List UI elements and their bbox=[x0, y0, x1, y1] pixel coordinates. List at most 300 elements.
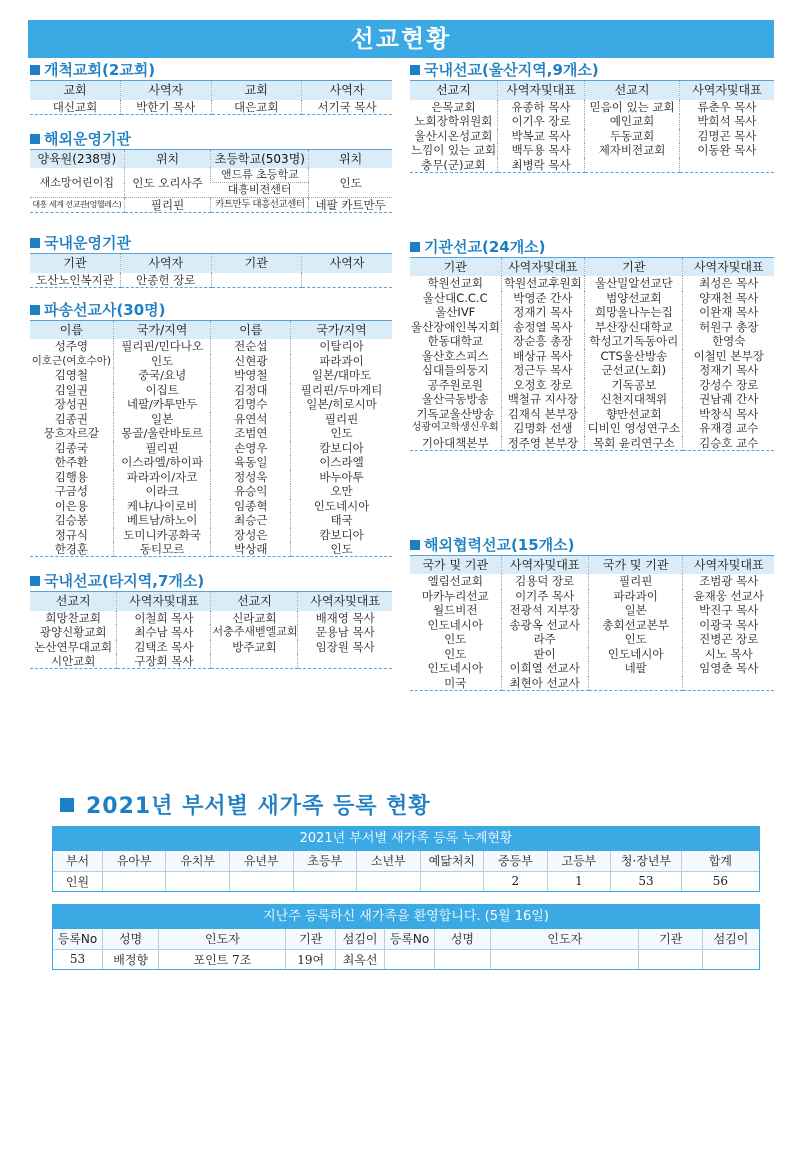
table-cell: 구장회 목사 bbox=[117, 654, 211, 669]
table-cell: 이탈리아 bbox=[291, 339, 392, 354]
table-row bbox=[410, 114, 774, 129]
table-cell: 케냐/나이로비 bbox=[113, 499, 211, 514]
cumulative-table bbox=[53, 851, 759, 891]
table-cell: 기독공보 bbox=[585, 378, 683, 393]
table-cell: 몽골/울란바토르 bbox=[113, 426, 211, 441]
table-cell: 한주환 bbox=[54, 455, 89, 470]
table-cell: 19여 bbox=[286, 949, 335, 969]
table-cell: 이동완 목사 bbox=[679, 143, 774, 158]
column-header: 국가 및 기관 bbox=[410, 555, 501, 574]
table-cell bbox=[385, 949, 434, 969]
column-header: 선교지 bbox=[211, 592, 298, 611]
column-header: 선교지 bbox=[585, 81, 680, 100]
table-cell: 장순흥 총장 bbox=[501, 334, 585, 349]
table-cell: 김택조 목사 bbox=[117, 640, 211, 655]
table-cell bbox=[302, 273, 393, 288]
table-cell: 김종국 bbox=[54, 440, 89, 455]
table-row bbox=[410, 661, 774, 676]
table-cell: 김종권 bbox=[54, 411, 89, 426]
table-cell: 도미니카공화국 bbox=[113, 528, 211, 543]
table-cell: 총회선교본부 bbox=[588, 618, 683, 633]
table-cell: 성광여고학생신우회 bbox=[411, 422, 499, 434]
table-row bbox=[410, 276, 774, 291]
table-row bbox=[410, 129, 774, 144]
column-header: 초등부 bbox=[293, 851, 357, 871]
oi-d1: 인도 bbox=[309, 168, 392, 198]
table-cell: 성주영 bbox=[54, 339, 89, 354]
table-cell bbox=[585, 158, 680, 173]
column-header: 사역자 bbox=[302, 254, 393, 273]
table-cell: 송광옥 선교사 bbox=[501, 618, 588, 633]
table-row bbox=[410, 589, 774, 604]
table-cell: 한경훈 bbox=[30, 542, 113, 557]
table-cell: 1 bbox=[547, 871, 611, 891]
square-bullet-icon bbox=[410, 540, 420, 550]
table-cell: 월드비전 bbox=[433, 603, 478, 618]
overseas-coop-table bbox=[410, 555, 774, 691]
column-header: 섬김이 bbox=[702, 929, 759, 949]
table-cell: 배정향 bbox=[102, 949, 158, 969]
table-cell: 박복교 목사 bbox=[497, 129, 584, 144]
table-cell: 필리핀/두마게티 bbox=[291, 383, 392, 398]
table-cell: 53 bbox=[69, 952, 86, 967]
column-header: 섬김이 bbox=[335, 929, 384, 949]
table-cell: 이스라엘/하이파 bbox=[113, 455, 211, 470]
oi-b2: 필리핀 bbox=[124, 198, 211, 213]
table-cell: 이기우 장로 bbox=[497, 114, 584, 129]
table-cell: 노회장학위원회 bbox=[414, 114, 493, 129]
column-header: 유아부 bbox=[102, 851, 166, 871]
table-cell bbox=[166, 871, 230, 891]
table-cell: 대신교회 bbox=[30, 100, 121, 115]
table-cell: 강성수 장로 bbox=[683, 378, 774, 393]
column-header: 사역자및대표 bbox=[501, 257, 585, 276]
column-header: 성명 bbox=[102, 929, 158, 949]
table-cell: 안종헌 장로 bbox=[121, 273, 212, 288]
table-row bbox=[410, 618, 774, 633]
table-cell: 손영우 bbox=[211, 441, 291, 456]
table-cell: 오정호 장로 bbox=[501, 378, 585, 393]
column-header: 기관 bbox=[30, 254, 121, 273]
table-row bbox=[410, 143, 774, 158]
table-cell: 류춘우 목사 bbox=[679, 100, 774, 115]
table-row bbox=[410, 291, 774, 306]
column-header: 기관 bbox=[410, 257, 501, 276]
table-cell: 전광석 지부장 bbox=[501, 603, 588, 618]
table-cell: 파라과이/자코 bbox=[113, 470, 211, 485]
table-row bbox=[30, 470, 392, 485]
page-banner: 선교현황 bbox=[28, 20, 774, 58]
table-row bbox=[410, 421, 774, 436]
table-cell: 김명화 선생 bbox=[501, 421, 585, 436]
welcome-title: 지난주 등록하신 새가족을 환영합니다. (5월 16일) bbox=[53, 905, 759, 929]
dispatched-table bbox=[30, 320, 392, 558]
domestic-ulsan-table bbox=[410, 80, 774, 173]
table-cell: 김일권 bbox=[54, 382, 89, 397]
table-row bbox=[30, 528, 392, 543]
table-cell: 최현아 선교사 bbox=[501, 676, 588, 691]
table-cell: 김행용 bbox=[54, 469, 89, 484]
square-bullet-icon bbox=[60, 798, 74, 812]
table-cell: 육동일 bbox=[211, 455, 291, 470]
table-cell: 이라크 bbox=[113, 484, 211, 499]
table-cell: 십대들의둥지 bbox=[421, 363, 489, 378]
table-row bbox=[410, 363, 774, 378]
table-cell: 논산연무대교회 bbox=[34, 639, 113, 654]
table-row bbox=[30, 441, 392, 456]
table-cell: 배재영 목사 bbox=[298, 611, 392, 626]
pioneer-title: 개척교회(2교회) bbox=[30, 60, 392, 80]
table-cell bbox=[211, 273, 302, 288]
table-cell: 53 bbox=[611, 871, 682, 891]
new-family-title: 2021년 부서별 새가족 등록 현황 bbox=[50, 790, 760, 824]
table-cell: 태국 bbox=[291, 513, 392, 528]
oi-b1: 인도 오리사주 bbox=[124, 168, 211, 198]
column-header: 국가 및 기관 bbox=[588, 555, 683, 574]
table-cell: 송정열 목사 bbox=[501, 320, 585, 335]
table-cell: 부산장신대학교 bbox=[585, 320, 683, 335]
table-cell bbox=[639, 949, 703, 969]
table-cell bbox=[491, 949, 639, 969]
column-header: 사역자 bbox=[121, 81, 212, 100]
table-cell: 박상래 bbox=[211, 542, 291, 557]
table-row bbox=[30, 412, 392, 427]
table-row bbox=[410, 647, 774, 662]
table-cell: 박진구 목사 bbox=[683, 603, 774, 618]
table-row bbox=[410, 158, 774, 173]
table-cell: 필리핀/민다나오 bbox=[113, 339, 211, 354]
table-cell: 장성권 bbox=[54, 397, 89, 412]
table-row bbox=[410, 574, 774, 589]
table-cell: 이완재 목사 bbox=[683, 305, 774, 320]
table-cell: 서충주새벧엘교회 bbox=[212, 625, 298, 639]
table-cell: 미국 bbox=[410, 676, 501, 691]
table-cell: 군선교(노회) bbox=[585, 363, 683, 378]
table-cell: 인도네시아 bbox=[427, 617, 484, 632]
table-cell: 파라과이 bbox=[291, 354, 392, 369]
column-header: 사역자및대표 bbox=[683, 555, 774, 574]
table-cell: 인원 bbox=[65, 874, 90, 889]
table-cell: 조범광 목사 bbox=[683, 574, 774, 589]
table-row bbox=[30, 100, 392, 115]
table-cell: 울산극동방송 bbox=[421, 392, 489, 407]
column-header: 이름 bbox=[30, 320, 113, 339]
institution-title: 기관선교(24개소) bbox=[410, 237, 774, 257]
overseas-inst-table bbox=[30, 149, 392, 214]
column-header: 국가/지역 bbox=[113, 320, 211, 339]
table-cell: 울산밀알선교단 bbox=[585, 276, 683, 291]
table-cell: 학원선교후원회 bbox=[501, 276, 585, 291]
table-cell: 임영춘 목사 bbox=[683, 661, 774, 676]
table-cell: 예인교회 bbox=[585, 114, 680, 129]
table-cell: 박창식 목사 bbox=[683, 407, 774, 422]
table-row bbox=[30, 383, 392, 398]
table-cell: 인도네시아 bbox=[291, 499, 392, 514]
column-header: 기관 bbox=[211, 254, 302, 273]
oi-a2: 대흥 세계 선교관(엉헬레스) bbox=[30, 198, 124, 213]
column-header: 예닮처치 bbox=[420, 851, 484, 871]
table-cell: 이광국 목사 bbox=[683, 618, 774, 633]
table-cell: 김용덕 장로 bbox=[501, 574, 588, 589]
column-header: 유년부 bbox=[229, 851, 293, 871]
table-cell: 임종혁 bbox=[211, 499, 291, 514]
table-cell: 인도 bbox=[113, 354, 211, 369]
table-cell: 기독교울산방송 bbox=[416, 406, 495, 421]
column-header: 사역자및대표 bbox=[117, 592, 211, 611]
table-cell: 디비인 영성연구소 bbox=[585, 421, 683, 436]
right-column bbox=[410, 60, 774, 691]
column-header: 양육원(238명) bbox=[30, 149, 124, 168]
column-header: 등록No bbox=[53, 929, 102, 949]
column-header: 인도자 bbox=[159, 929, 286, 949]
table-row bbox=[30, 625, 392, 640]
table-cell bbox=[298, 654, 392, 669]
table-cell: 울산호스피스 bbox=[421, 348, 489, 363]
table-cell: 김승호 교수 bbox=[683, 436, 774, 451]
column-header: 등록No bbox=[385, 929, 434, 949]
column-header: 기관 bbox=[286, 929, 335, 949]
table-cell: 향만선교회 bbox=[585, 407, 683, 422]
table-cell: 김명곤 목사 bbox=[679, 129, 774, 144]
table-cell: 양재천 목사 bbox=[683, 291, 774, 306]
square-bullet-icon bbox=[30, 576, 40, 586]
table-cell: 김승봉 bbox=[54, 513, 89, 528]
table-cell: 느낌이 있는 교회 bbox=[411, 143, 497, 158]
column-header: 위치 bbox=[124, 149, 211, 168]
table-cell: 정주영 본부장 bbox=[501, 436, 585, 451]
table-cell: 인도네시아 bbox=[588, 647, 683, 662]
table-row bbox=[30, 484, 392, 499]
table-cell: 시노 목사 bbox=[683, 647, 774, 662]
table-cell: 서기국 목사 bbox=[302, 100, 393, 115]
table-cell: 2 bbox=[484, 871, 548, 891]
square-bullet-icon bbox=[30, 238, 40, 248]
left-column bbox=[30, 60, 392, 669]
table-cell: 정근두 목사 bbox=[501, 363, 585, 378]
table-cell: 동티모르 bbox=[113, 542, 211, 557]
table-row bbox=[30, 611, 392, 626]
table-cell: 정재기 목사 bbox=[501, 305, 585, 320]
column-header: 사역자 bbox=[121, 254, 212, 273]
oi-c2b: 카트만두 대흥선교센터 bbox=[211, 198, 309, 213]
table-cell: 유승익 bbox=[211, 484, 291, 499]
table-cell: 이은용 bbox=[54, 498, 89, 513]
column-header: 선교지 bbox=[410, 81, 497, 100]
domestic-other-title: 국내선교(타지역,7개소) bbox=[30, 571, 392, 591]
table-cell: 신천지대책위 bbox=[585, 392, 683, 407]
column-header: 사역자및대표 bbox=[501, 555, 588, 574]
new-family-section bbox=[50, 790, 760, 970]
column-header: 사역자및대표 bbox=[497, 81, 584, 100]
table-row bbox=[30, 354, 392, 369]
column-header: 교회 bbox=[30, 81, 121, 100]
table-row bbox=[30, 499, 392, 514]
column-header: 고등부 bbox=[547, 851, 611, 871]
table-row bbox=[410, 334, 774, 349]
table-row bbox=[410, 436, 774, 451]
domestic-inst-table bbox=[30, 253, 392, 288]
table-cell: 인도 bbox=[291, 426, 392, 441]
column-header: 청·장년부 bbox=[611, 851, 682, 871]
table-cell: 최옥선 bbox=[335, 949, 384, 969]
table-cell: 일본/대마도 bbox=[291, 368, 392, 383]
column-header: 인도자 bbox=[491, 929, 639, 949]
table-cell: 이기주 목사 bbox=[501, 589, 588, 604]
domestic-inst-title: 국내운영기관 bbox=[30, 233, 392, 253]
table-cell: 학성고기독동아리 bbox=[585, 334, 683, 349]
column-header: 사역자 bbox=[302, 81, 393, 100]
table-cell: 인도네시아 bbox=[427, 661, 484, 676]
table-cell: 희망찬교회 bbox=[45, 610, 101, 625]
table-cell: 캄보디아 bbox=[291, 441, 392, 456]
table-cell bbox=[702, 949, 759, 969]
table-cell: 울산장애인복지회 bbox=[411, 319, 500, 334]
column-header: 초등학교(503명) bbox=[211, 149, 309, 168]
square-bullet-icon bbox=[410, 65, 420, 75]
table-cell: 배상규 목사 bbox=[501, 349, 585, 364]
column-header: 기관 bbox=[639, 929, 703, 949]
table-cell: 인도 bbox=[291, 542, 392, 557]
table-cell bbox=[293, 871, 357, 891]
table-cell: 믿음이 있는 교회 bbox=[585, 100, 680, 115]
column-header: 중등부 bbox=[484, 851, 548, 871]
table-row bbox=[410, 603, 774, 618]
table-cell: 최성은 목사 bbox=[683, 276, 774, 291]
table-cell: 이철희 목사 bbox=[117, 611, 211, 626]
table-cell: 울산IVF bbox=[435, 305, 476, 320]
table-cell: 이집트 bbox=[113, 383, 211, 398]
table-cell: 학원선교회 bbox=[427, 276, 484, 291]
table-cell: 일본 bbox=[588, 603, 683, 618]
table-cell: 도산노인복지관 bbox=[30, 273, 121, 288]
table-cell: 중국/요녕 bbox=[113, 368, 211, 383]
table-cell: 이호근(여호수아) bbox=[31, 354, 111, 367]
table-cell: 필리핀 bbox=[113, 441, 211, 456]
institution-table bbox=[410, 257, 774, 451]
table-cell: 유재경 교수 bbox=[683, 421, 774, 436]
column-header: 사역자및대표 bbox=[683, 257, 774, 276]
table-cell: 권남궤 간사 bbox=[683, 392, 774, 407]
table-cell: 라주 bbox=[501, 632, 588, 647]
table-row bbox=[30, 513, 392, 528]
overseas-coop-title: 해외협력선교(15개소) bbox=[410, 535, 774, 555]
square-bullet-icon bbox=[30, 305, 40, 315]
oi-a1: 새소망어린이집 bbox=[39, 175, 114, 189]
table-cell: 김재식 본부장 bbox=[501, 407, 585, 422]
table-cell: 백철규 지사장 bbox=[501, 392, 585, 407]
table-cell bbox=[102, 871, 166, 891]
table-cell bbox=[683, 676, 774, 691]
table-cell: 은목교회 bbox=[431, 99, 476, 114]
table-cell: 파라과이 bbox=[588, 589, 683, 604]
table-cell: 범양선교회 bbox=[585, 291, 683, 306]
table-cell: 박영준 간사 bbox=[501, 291, 585, 306]
table-cell: 마카누리선교 bbox=[421, 588, 489, 603]
table-cell: 유연석 bbox=[211, 412, 291, 427]
table-cell: 전순섭 bbox=[211, 339, 291, 354]
table-cell: 엘림선교회 bbox=[427, 574, 484, 589]
table-row bbox=[30, 455, 392, 470]
table-cell: 대은교회 bbox=[211, 100, 302, 115]
domestic-ulsan-title: 국내선교(울산지역,9개소) bbox=[410, 60, 774, 80]
table-row bbox=[410, 378, 774, 393]
table-cell: 박영철 bbox=[211, 368, 291, 383]
column-header: 위치 bbox=[309, 149, 392, 168]
table-cell: 제자비전교회 bbox=[585, 143, 680, 158]
table-cell: 목회 윤리연구소 bbox=[585, 436, 683, 451]
table-cell: 신라교회 bbox=[211, 611, 298, 626]
table-cell: 구금성 bbox=[54, 484, 89, 499]
table-cell: 시안교회 bbox=[30, 654, 117, 669]
table-cell bbox=[357, 871, 421, 891]
table-cell: 충무(군)교회 bbox=[410, 158, 497, 173]
table-cell: 최병락 목사 bbox=[497, 158, 584, 173]
table-cell: 광양신황교회 bbox=[39, 625, 107, 640]
table-cell: 정재기 목사 bbox=[683, 363, 774, 378]
table-cell: 인도 bbox=[444, 632, 467, 647]
oi-c1: 앤드류 초등학교 bbox=[211, 168, 309, 183]
oi-c2: 대흥비전센터 bbox=[227, 183, 292, 196]
table-cell: 인도 bbox=[444, 646, 467, 661]
table-row bbox=[30, 654, 392, 669]
table-row bbox=[410, 407, 774, 422]
table-cell: 백두용 목사 bbox=[497, 143, 584, 158]
cumulative-title: 2021년 부서별 새가족 등록 누계현황 bbox=[53, 827, 759, 851]
column-header: 기관 bbox=[585, 257, 683, 276]
table-cell: 필리핀 bbox=[291, 412, 392, 427]
table-cell: 기아대책본부 bbox=[410, 436, 501, 451]
table-row bbox=[410, 676, 774, 691]
table-cell: 포인트 7조 bbox=[159, 949, 286, 969]
table-cell: 네팔 bbox=[588, 661, 683, 676]
table-cell: 유종하 목사 bbox=[497, 100, 584, 115]
table-cell: 문용남 목사 bbox=[298, 625, 392, 640]
table-cell: 신현광 bbox=[211, 354, 291, 369]
table-cell: 한동대학교 bbox=[427, 334, 484, 349]
column-header: 선교지 bbox=[30, 592, 117, 611]
column-header: 부서 bbox=[53, 851, 102, 871]
welcome-box bbox=[52, 904, 760, 970]
table-row bbox=[410, 320, 774, 335]
column-header: 사역자및대표 bbox=[298, 592, 392, 611]
table-cell: 베트남/하노이 bbox=[113, 513, 211, 528]
table-cell: 오만 bbox=[291, 484, 392, 499]
table-row bbox=[30, 640, 392, 655]
table-row bbox=[30, 368, 392, 383]
welcome-table bbox=[53, 929, 759, 969]
column-header: 국가/지역 bbox=[291, 320, 392, 339]
overseas-inst-title: 해외운영기관 bbox=[30, 129, 392, 149]
table-row bbox=[410, 349, 774, 364]
column-header: 합계 bbox=[681, 851, 759, 871]
table-cell: 김영철 bbox=[54, 368, 89, 383]
table-cell: 정성욱 bbox=[211, 470, 291, 485]
table-cell: 56 bbox=[681, 871, 759, 891]
square-bullet-icon bbox=[30, 134, 40, 144]
column-header: 소년부 bbox=[357, 851, 421, 871]
table-cell: 윤재웅 선교사 bbox=[683, 589, 774, 604]
table-row bbox=[410, 392, 774, 407]
column-header: 교회 bbox=[211, 81, 302, 100]
table-cell: 박희석 목사 bbox=[679, 114, 774, 129]
table-cell bbox=[679, 158, 774, 173]
oi-d2: 네팔 카트만두 bbox=[309, 198, 392, 213]
table-row bbox=[410, 100, 774, 115]
table-cell: 캄보디아 bbox=[291, 528, 392, 543]
table-cell: 임장원 목사 bbox=[298, 640, 392, 655]
table-cell: 최수남 목사 bbox=[117, 625, 211, 640]
table-cell: 김정대 bbox=[211, 383, 291, 398]
